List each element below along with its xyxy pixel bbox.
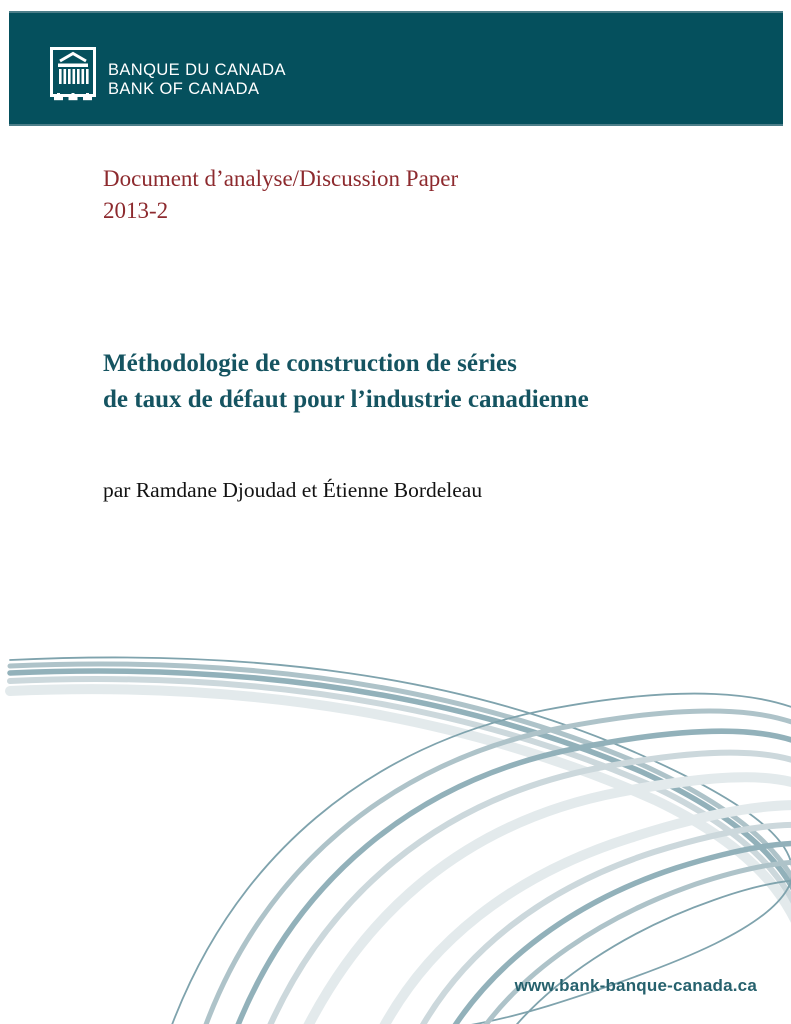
author-byline: par Ramdane Djoudad et Étienne Bordeleau bbox=[103, 478, 483, 502]
page-title bbox=[103, 346, 589, 418]
title-line-1: Méthodologie de construction de séries bbox=[103, 350, 517, 377]
org-name-french: BANQUE DU CANADA bbox=[108, 61, 286, 79]
website-url: www.bank-banque-canada.ca bbox=[514, 976, 757, 995]
paper-number: 2013-2 bbox=[103, 198, 169, 223]
document-meta bbox=[103, 163, 458, 227]
bank-of-canada-logo-icon bbox=[50, 47, 96, 101]
org-name-english: BANK OF CANADA bbox=[108, 80, 260, 98]
series-label: Document d’analyse/Discussion Paper bbox=[103, 166, 459, 191]
header-band bbox=[9, 11, 783, 126]
title-line-2: de taux de défaut pour l’industrie canadienne bbox=[103, 386, 589, 413]
org-wordmark bbox=[108, 61, 286, 99]
